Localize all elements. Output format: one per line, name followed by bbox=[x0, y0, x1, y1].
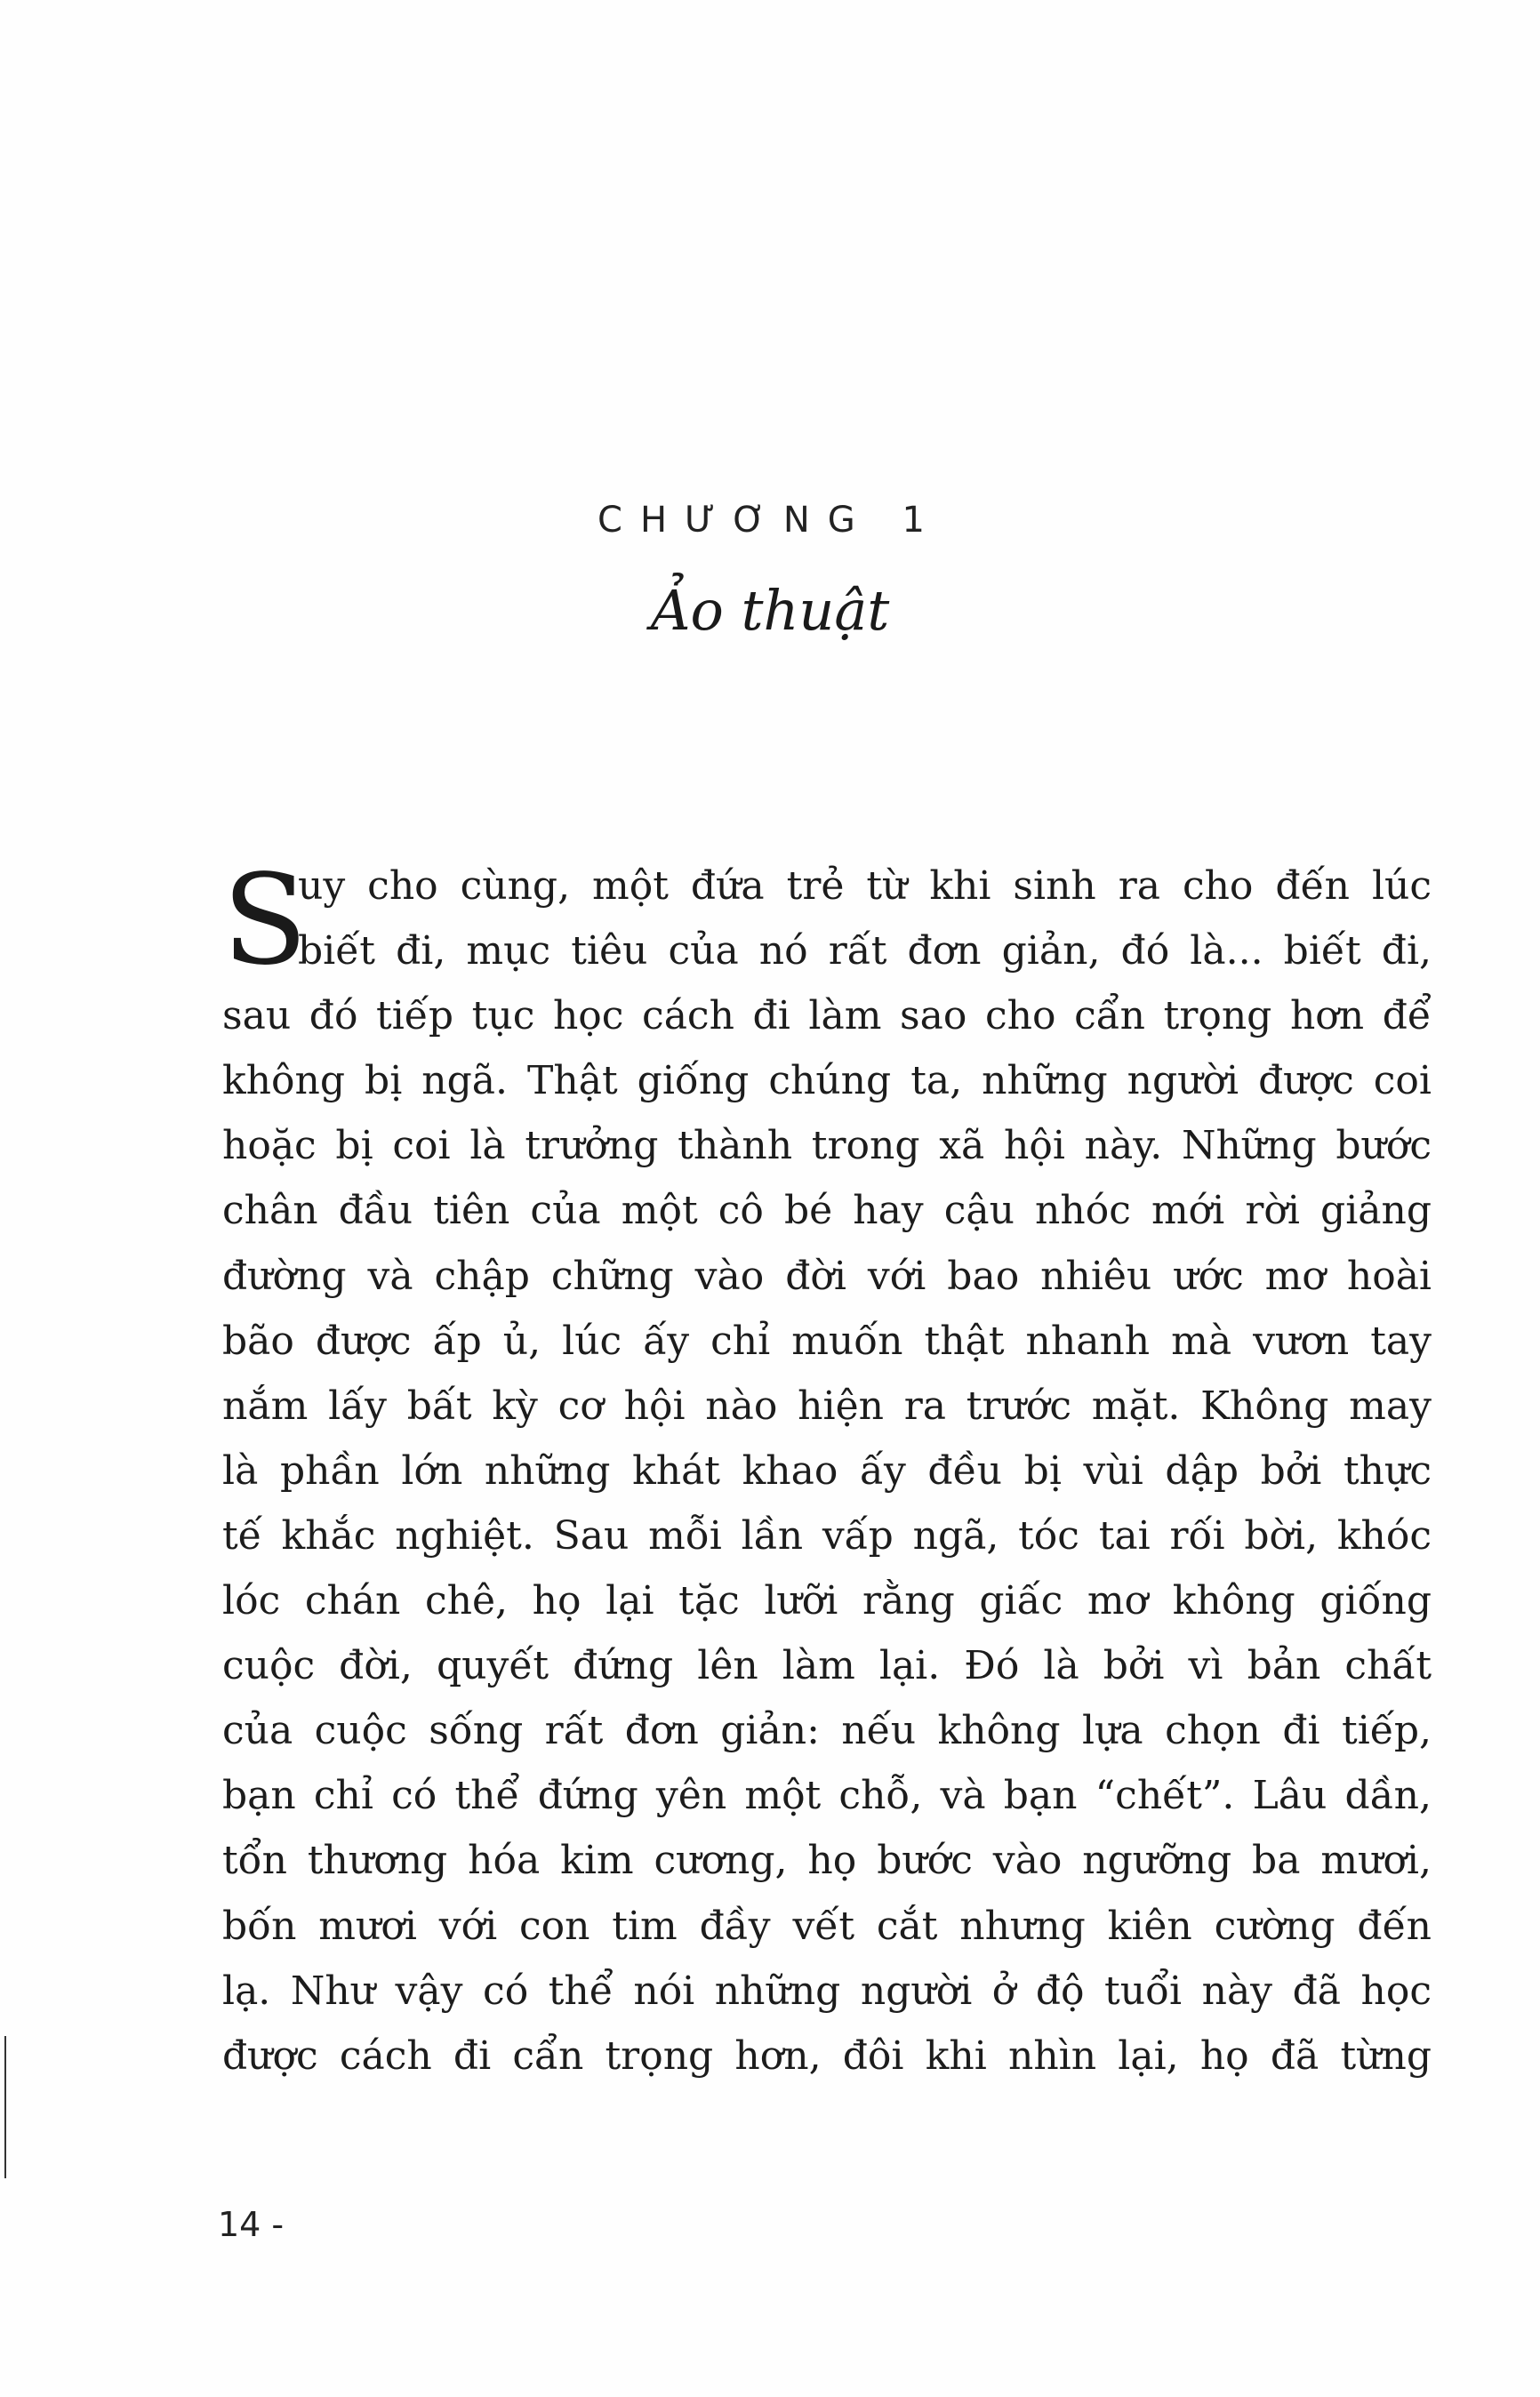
body-line: của cuộc sống rất đơn giản: nếu không lựa chọn đi tiếp, bbox=[222, 1708, 1432, 1754]
body-line: bão được ấp ủ, lúc ấy chỉ muốn thật nhanh mà vươn tay bbox=[222, 1318, 1432, 1364]
body-line: đường và chập chững vào đời với bao nhiêu ước mơ hoài bbox=[222, 1253, 1432, 1299]
body-text bbox=[222, 848, 1432, 2088]
body-line: tổn thương hóa kim cương, họ bước vào ngưỡng ba mươi, bbox=[222, 1838, 1432, 1884]
body-line: lạ. Như vậy có thể nói những người ở độ tuổi này đã học bbox=[222, 1968, 1432, 2014]
chapter-title: Ảo thuật bbox=[650, 578, 890, 643]
body-line: là phần lớn những khát khao ấy đều bị vùi dập bởi thực bbox=[222, 1447, 1432, 1494]
body-line: chân đầu tiên của một cô bé hay cậu nhóc mới rời giảng bbox=[222, 1188, 1432, 1234]
body-line: không bị ngã. Thật giống chúng ta, những người được coi bbox=[222, 1058, 1432, 1104]
body-line: biết đi, mục tiêu của nó rất đơn giản, đó là... biết đi, bbox=[298, 928, 1432, 974]
chapter-label: CHƯƠNG 1 bbox=[598, 500, 942, 541]
body-line: sau đó tiếp tục học cách đi làm sao cho cẩn trọng hơn để bbox=[222, 993, 1432, 1039]
body-line: cuộc đời, quyết đứng lên làm lại. Đó là bởi vì bản chất bbox=[222, 1643, 1432, 1689]
body-line: nắm lấy bất kỳ cơ hội nào hiện ra trước mặt. Không may bbox=[222, 1383, 1432, 1429]
body-line: tế khắc nghiệt. Sau mỗi lần vấp ngã, tóc tai rối bời, khóc bbox=[222, 1512, 1432, 1559]
body-line: bốn mươi với con tim đầy vết cắt nhưng kiên cường đến bbox=[222, 1903, 1432, 1949]
page-edge-mark bbox=[4, 2036, 6, 2178]
body-line: uy cho cùng, một đứa trẻ từ khi sinh ra cho đến lúc bbox=[298, 863, 1432, 909]
body-line: bạn chỉ có thể đứng yên một chỗ, và bạn “chết”. Lâu dần, bbox=[222, 1773, 1432, 1819]
drop-cap: S bbox=[222, 848, 308, 993]
body-line: lóc chán chê, họ lại tặc lưỡi rằng giấc mơ không giống bbox=[222, 1578, 1432, 1624]
page-number: 14 - bbox=[218, 2205, 285, 2244]
body-line: được cách đi cẩn trọng hơn, đôi khi nhìn lại, họ đã từng bbox=[222, 2032, 1432, 2079]
body-line: hoặc bị coi là trưởng thành trong xã hội này. Những bước bbox=[222, 1123, 1432, 1169]
